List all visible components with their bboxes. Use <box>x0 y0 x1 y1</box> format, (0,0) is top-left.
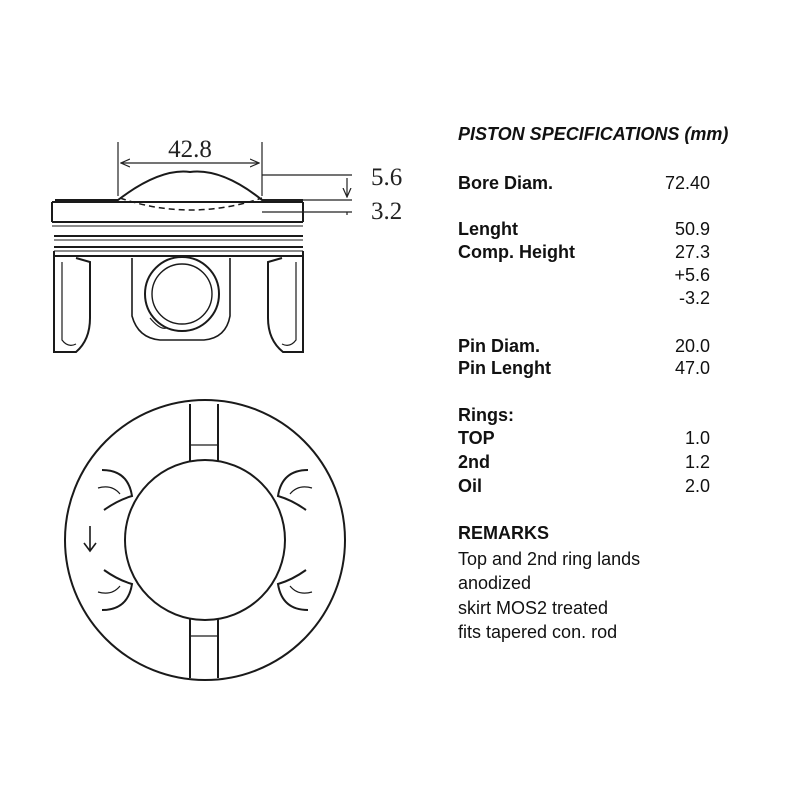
length-value: 50.9 <box>674 219 710 239</box>
ring-2nd-value: 1.2 <box>684 452 710 472</box>
dimension-dome-dish <box>262 175 352 215</box>
remark-line: skirt MOS2 treated <box>458 598 609 618</box>
valve-relief-upper-right <box>278 470 308 510</box>
pin-diam-label: Pin Diam. <box>458 336 541 356</box>
pin-length-value: 47.0 <box>674 358 710 378</box>
piston-side-view <box>52 172 303 352</box>
bore-label: Bore Diam. <box>458 173 554 193</box>
piston-top-view <box>65 400 345 680</box>
pin-diam-value: 20.0 <box>674 336 710 356</box>
bore-value: 72.40 <box>664 173 710 193</box>
spec-row-length <box>458 219 710 241</box>
length-label: Lenght <box>458 219 518 239</box>
spec-row-ring-oil <box>458 476 710 498</box>
remark-line: fits tapered con. rod <box>458 622 618 642</box>
dish-outline <box>120 198 262 210</box>
spec-row-ring-top <box>458 428 710 450</box>
valve-relief-lower-left <box>102 570 132 610</box>
spec-title: PISTON SPECIFICATIONS (mm) <box>458 124 729 144</box>
spec-row-ring-2nd <box>458 452 710 474</box>
crown-center-circle <box>125 460 285 620</box>
remark-line: Top and 2nd ring lands <box>458 549 641 569</box>
ring-oil-label: Oil <box>458 476 483 496</box>
pin-length-label: Pin Lenght <box>458 358 551 378</box>
spec-row-pin-length <box>458 358 710 380</box>
crown-width-label: 42.8 <box>168 136 212 163</box>
piston-outer-circle <box>65 400 345 680</box>
ring-top-value: 1.0 <box>684 428 710 448</box>
ring-top-label: TOP <box>458 428 495 448</box>
comp-height-plus: +5.6 <box>674 265 710 285</box>
pin-bore <box>145 257 219 331</box>
comp-height-minus: -3.2 <box>678 288 710 308</box>
crown-dome <box>55 172 303 200</box>
arrow-down-icon <box>84 526 96 551</box>
comp-height-value: 27.3 <box>674 242 710 262</box>
dish-depth-label: 3.2 <box>371 198 403 225</box>
skirt-left <box>54 256 90 352</box>
comp-height-label: Comp. Height <box>458 242 575 262</box>
spec-row-comp-height <box>458 242 710 264</box>
valve-relief-lower-right <box>278 570 308 610</box>
ring-2nd-label: 2nd <box>458 452 491 472</box>
spec-row-pin-diam <box>458 336 710 358</box>
skirt-right <box>268 256 303 352</box>
remarks-heading: REMARKS <box>458 523 550 543</box>
valve-relief-upper-left <box>102 470 132 510</box>
remark-line: anodized <box>458 573 532 593</box>
spec-row-bore <box>458 173 710 195</box>
spec-row-comp-plus <box>458 265 710 287</box>
rings-heading: Rings: <box>458 405 514 425</box>
spec-row-comp-minus <box>458 288 710 310</box>
pin-boss <box>132 258 230 340</box>
ring-oil-value: 2.0 <box>684 476 710 496</box>
dome-height-label: 5.6 <box>371 164 403 191</box>
